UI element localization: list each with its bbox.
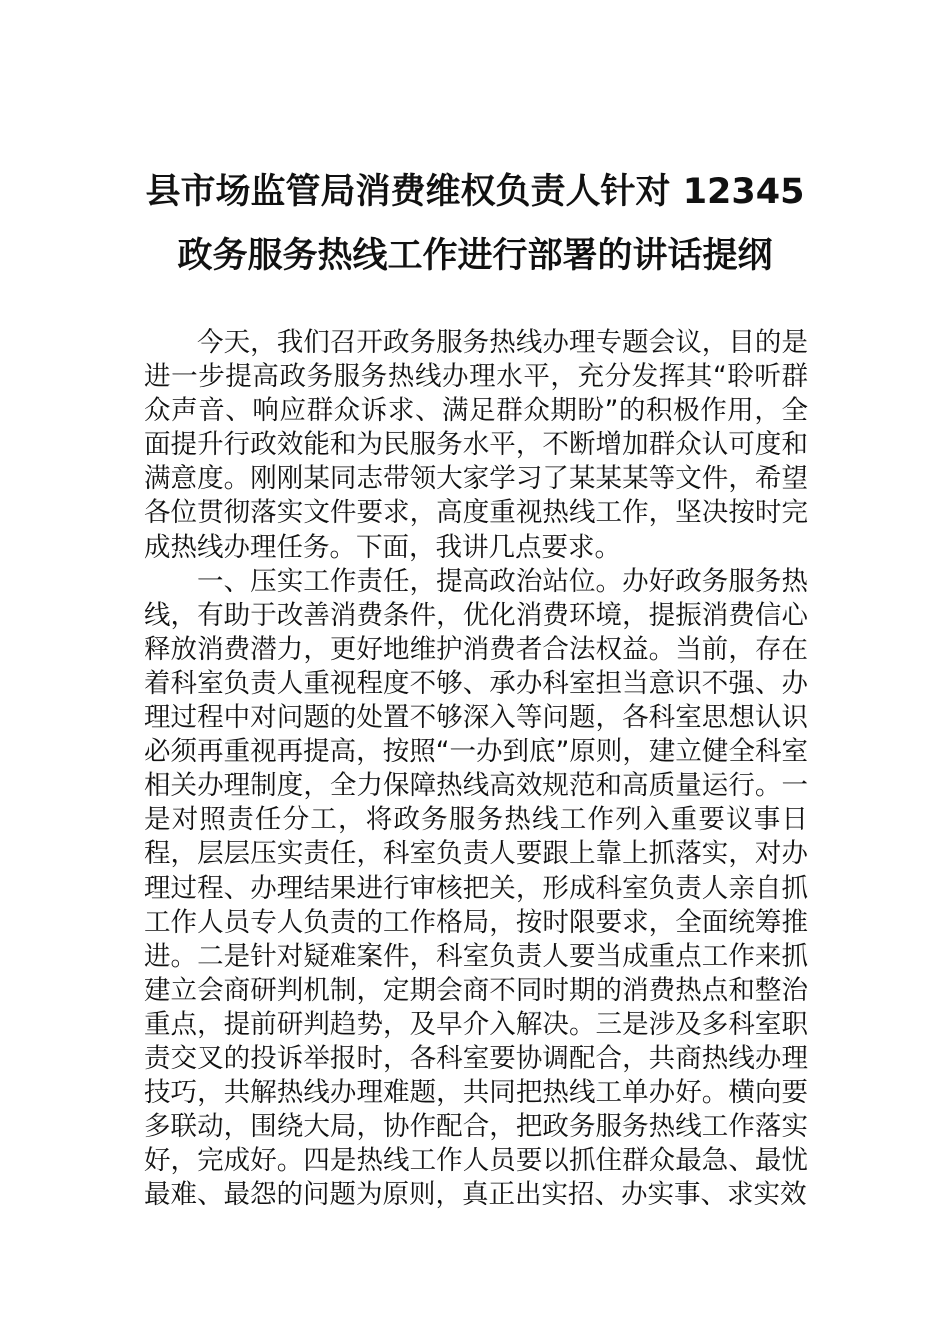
paragraph-intro: 今天，我们召开政务服务热线办理专题会议，目的是进一步提高政务服务热线办理水平，充分发挥其“聆听群众声音、响应群众诉求、满足群众期盼”的积极作用，全面提升行政效能和为民服务水平，不断增加群众认可度和满意度。刚刚某同志带领大家学习了某某某等文件，希望各位贯彻落实文件要求，高度重视热线工作，坚决按时完成热线办理任务。下面，我讲几点要求。 [144, 327, 808, 563]
document-title-line-2: 政务服务热线工作进行部署的讲话提纲 [177, 236, 773, 276]
paragraph-section-one: 一、压实工作责任，提高政治站位。办好政务服务热线，有助于改善消费条件，优化消费环境，提振消费信心释放消费潜力，更好地维护消费者合法权益。当前，存在着科室负责人重视程度不够、承办科室担当意识不强、办理过程中对问题的处置不够深入等问题，各科室思想认识必须再重视再提高，按照“一办到底”原则，建立健全科室相关办理制度，全力保障热线高效规范和高质量运行。一是对照责任分工，将政务服务热线工作列入重要议事日程，层层压实责任，科室负责人要跟上靠上抓落实，对办理过程、办理结果进行审核把关，形成科室负责人亲自抓工作人员专人负责的工作格局，按时限要求，全面统筹推进。二是针对疑难案件，科室负责人要当成重点工作来抓建立会商研判机制，定期会商不同时期的消费热点和整治重点，提前研判趋势，及早介入解决。三是涉及多科室职责交叉的投诉举报时，各科室要协调配合，共商热线办理技巧，共解热线办理难题，共同把热线工单办好。横向要多联动，围绕大局，协作配合，把政务服务热线工作落实好，完成好。四是热线工作人员要以抓住群众最急、最忧最难、最怨的问题为原则，真正出实招、办实事、求实效 [144, 565, 808, 1211]
document-title-line-1: 县市场监管局消费维权负责人针对 12345 [145, 172, 805, 212]
document-body [144, 326, 808, 1212]
